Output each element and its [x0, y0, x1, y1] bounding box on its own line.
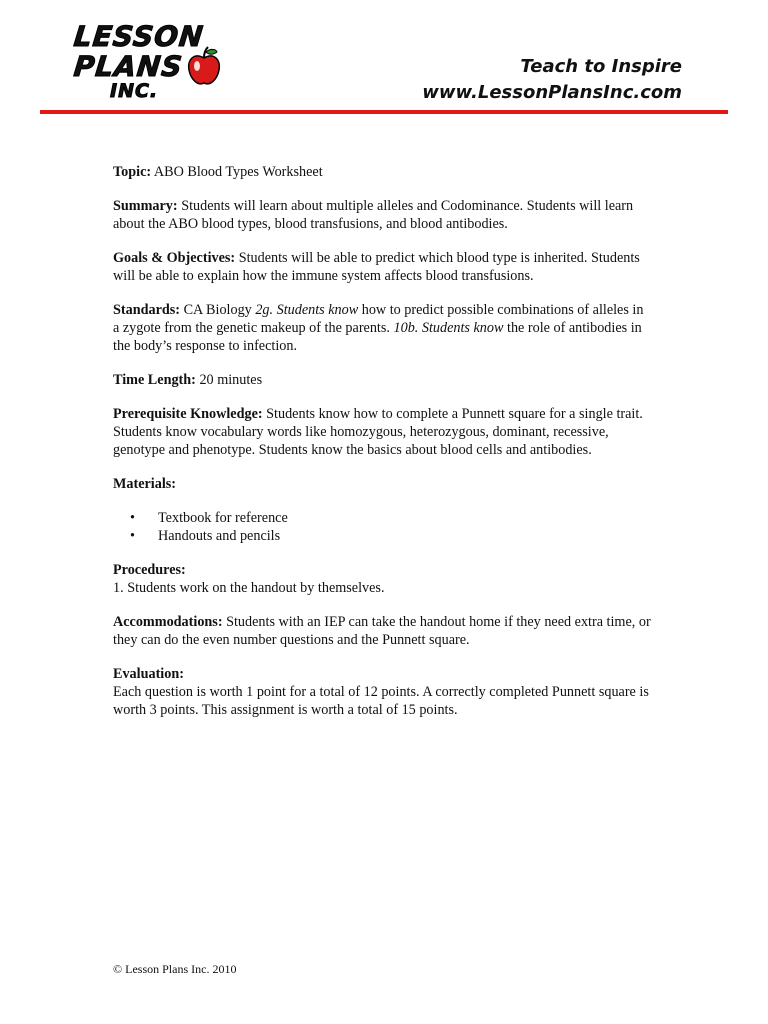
- standards-section: [113, 301, 653, 355]
- tagline-text: Teach to Inspire: [520, 56, 682, 77]
- list-item: • Handouts and pencils: [113, 527, 653, 545]
- standards-italic-2: 10b. Students know: [393, 320, 504, 336]
- summary-text: Students will learn about multiple alleles and Codominance. Students will learn about the ABO blood types, blood transfusions, and blood antibodies.: [113, 198, 634, 232]
- time-label: Time Length:: [113, 372, 196, 388]
- topic-label: Topic:: [113, 164, 152, 180]
- logo-line-2: PLANS: [72, 50, 185, 83]
- accommodations-text: Students with an IEP can take the handout home if they need extra time, or they can do the even number questions and the Punnett square.: [113, 614, 651, 648]
- header-rule: [40, 110, 728, 114]
- standards-text-3: the role of antibodies in the body’s response to infection.: [113, 320, 642, 354]
- standards-label: Standards:: [113, 302, 181, 318]
- copyright-footer: © Lesson Plans Inc. 2010: [113, 962, 237, 976]
- logo: [70, 18, 230, 108]
- goals-text: Students will be able to predict which blood type is inherited. Students will be able to explain how the immune system affects blood transfusions.: [113, 250, 640, 284]
- summary-section: [113, 197, 653, 233]
- standards-text-2: how to predict possible combinations of alleles in a zygote from the genetic makeup of the parents.: [113, 302, 644, 336]
- procedures-label: Procedures:: [113, 562, 186, 578]
- header-tagline: [422, 54, 682, 106]
- website-link[interactable]: www.LessonPlansInc.com: [422, 82, 682, 103]
- accommodations-label: Accommodations:: [113, 614, 223, 630]
- materials-section: [113, 475, 653, 493]
- goals-label: Goals & Objectives:: [113, 250, 236, 266]
- evaluation-text: Each question is worth 1 point for a total of 12 points. A correctly completed Punnett square is worth 3 points. This assignment is worth a total of 15 points.: [113, 684, 649, 718]
- prereq-text: Students know how to complete a Punnett square for a single trait. Students know vocabulary words like homozygous, heterozygous, dominant, recessive, genotype and phenotype. Students know the basics about blood cells and antibodies.: [113, 406, 643, 458]
- standards-italic-1: 2g. Students know: [255, 302, 359, 318]
- time-text: 20 minutes: [195, 372, 263, 388]
- logo-line-1: LESSON: [72, 20, 206, 53]
- document-body: [113, 163, 653, 735]
- prereq-section: [113, 405, 653, 459]
- list-item: • Textbook for reference: [113, 509, 653, 527]
- procedures-text: 1. Students work on the handout by themselves.: [113, 580, 385, 596]
- procedures-section: [113, 561, 653, 597]
- materials-list: [113, 509, 653, 545]
- logo-line-3: INC.: [110, 80, 159, 102]
- evaluation-label: Evaluation:: [113, 666, 184, 682]
- summary-label: Summary:: [113, 198, 178, 214]
- evaluation-section: [113, 665, 653, 719]
- topic-text: ABO Blood Types Worksheet: [151, 164, 323, 180]
- goals-section: [113, 249, 653, 285]
- topic-section: [113, 163, 653, 181]
- time-section: [113, 371, 653, 389]
- materials-label: Materials:: [113, 476, 177, 492]
- apple-icon: [186, 46, 222, 88]
- prereq-label: Prerequisite Knowledge:: [113, 406, 263, 422]
- standards-text-1: CA Biology: [180, 302, 256, 318]
- accommodations-section: [113, 613, 653, 649]
